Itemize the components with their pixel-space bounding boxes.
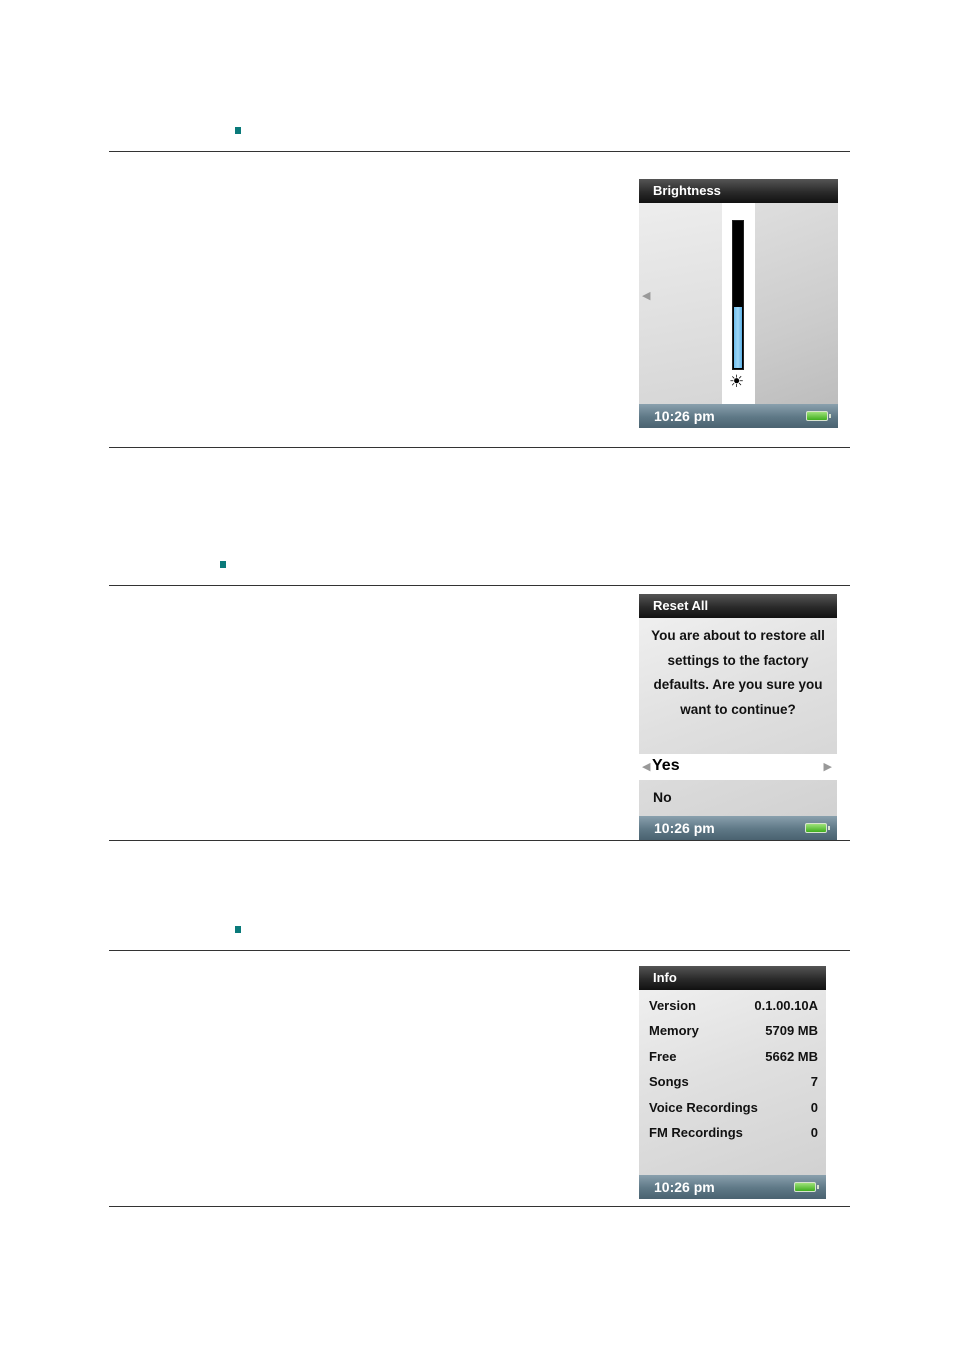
status-bar <box>639 816 837 840</box>
right-arrow-icon: ▶ <box>823 761 832 773</box>
info-label: Songs <box>649 1074 689 1089</box>
info-row-songs <box>649 1074 818 1094</box>
reset-confirmation-message: You are about to restore all settings to the factory defaults. Are you sure you want to continue? <box>651 628 825 717</box>
battery-icon <box>805 823 827 833</box>
option-no[interactable]: No <box>653 789 672 805</box>
info-value: 0 <box>810 1100 818 1115</box>
battery-icon <box>794 1182 816 1192</box>
sun-icon: ☀ <box>729 372 745 391</box>
info-label: Voice Recordings <box>649 1100 758 1115</box>
brightness-bar-track[interactable] <box>732 220 744 370</box>
battery-icon <box>806 411 828 421</box>
brightness-slider[interactable] <box>722 203 755 404</box>
left-arrow-icon[interactable]: ◀ <box>642 290 651 302</box>
section-divider-bottom-3 <box>109 1206 850 1207</box>
section-divider-bottom-1 <box>109 447 850 448</box>
section-divider-bottom-2 <box>109 840 850 841</box>
info-label: Version <box>649 998 696 1013</box>
info-value: 0 <box>810 1125 818 1140</box>
section-divider-top-2 <box>109 585 850 586</box>
info-row-free <box>649 1049 818 1069</box>
brightness-bar-fill <box>734 307 742 368</box>
info-label: FM Recordings <box>649 1125 743 1140</box>
info-row-memory <box>649 1023 818 1043</box>
screen-title: Reset All <box>639 594 837 618</box>
status-time: 10:26 pm <box>654 1179 715 1195</box>
status-bar <box>639 1175 826 1199</box>
info-row-fm-recordings <box>649 1125 818 1145</box>
info-row-version <box>649 998 818 1018</box>
section-divider-top-1 <box>109 151 850 152</box>
info-label: Free <box>649 1049 677 1064</box>
status-time: 10:26 pm <box>654 820 715 836</box>
info-label: Memory <box>649 1023 699 1038</box>
bullet-marker-3 <box>235 926 241 933</box>
info-value: 7 <box>810 1074 818 1089</box>
status-time: 10:26 pm <box>654 408 715 424</box>
option-yes[interactable] <box>639 754 837 780</box>
status-bar <box>639 404 838 428</box>
brightness-screen <box>639 179 838 428</box>
section-divider-top-3 <box>109 950 850 951</box>
screen-title: Info <box>639 966 826 990</box>
info-row-voice-recordings <box>649 1100 818 1120</box>
left-arrow-icon: ◀ <box>642 761 651 773</box>
info-value: 0.1.00.10A <box>754 998 818 1013</box>
brightness-left-panel <box>639 203 722 404</box>
option-yes-label: Yes <box>652 757 680 774</box>
reset-all-screen <box>639 594 837 840</box>
info-value: 5709 MB <box>765 1023 818 1038</box>
brightness-right-panel <box>755 203 838 404</box>
screen-title: Brightness <box>639 179 838 203</box>
info-value: 5662 MB <box>765 1049 818 1064</box>
info-screen <box>639 966 826 1199</box>
bullet-marker-1 <box>235 127 241 134</box>
bullet-marker-2 <box>220 561 226 568</box>
